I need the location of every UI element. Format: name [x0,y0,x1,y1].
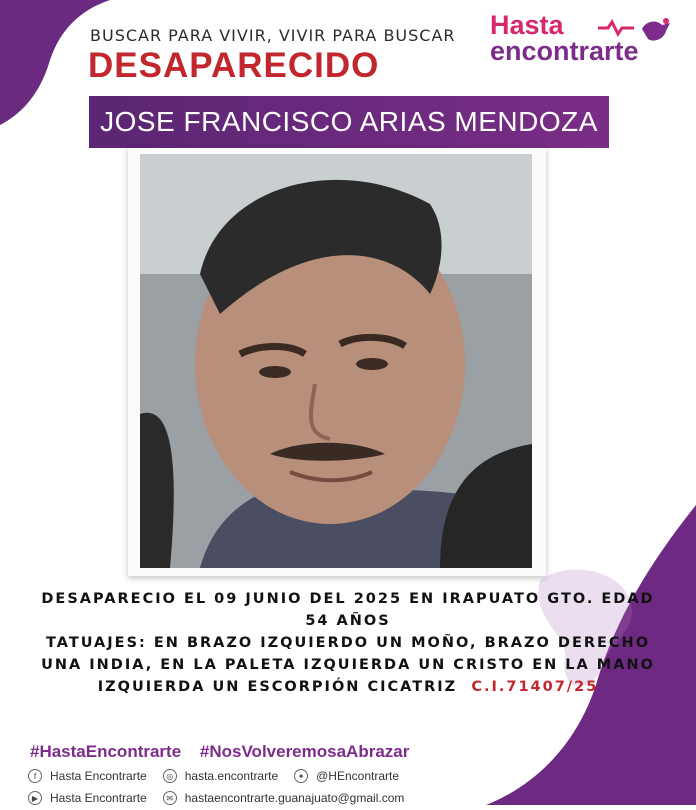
person-name: JOSE FRANCISCO ARIAS MENDOZA [100,106,598,137]
contact-list [28,766,420,810]
logo-check-icon [596,18,636,38]
description-line-5 [20,676,676,698]
logo-line-2: encontrarte [490,36,639,66]
hashtags [30,742,423,762]
description [20,588,676,698]
photo-frame [128,148,546,576]
person-photo [140,154,532,568]
email-label: hastaencontrarte.guanajuato@gmail.com [184,791,405,805]
description-line-4: UNA INDIA, EN LA PALETA IZQUIERDA UN CRISTO EN LA MANO [41,657,655,673]
description-line-1: DESAPARECIO EL 09 JUNIO DEL 2025 EN IRAPUATO GTO. EDAD [41,591,655,607]
twitter-contact[interactable] [294,769,399,783]
email-contact[interactable] [163,791,405,805]
twitter-icon: ✦ [294,769,308,783]
instagram-label: hasta.encontrarte [184,769,279,783]
youtube-icon: ▶ [28,791,42,805]
instagram-contact[interactable] [163,769,278,783]
youtube-label: Hasta Encontrarte [50,791,147,805]
facebook-icon: f [28,769,42,783]
youtube-contact[interactable] [28,791,147,805]
tagline: BUSCAR PARA VIVIR, VIVIR PARA BUSCAR [90,26,456,45]
instagram-icon: ◎ [163,769,177,783]
contact-row-2 [28,788,420,808]
logo [488,10,678,70]
status-title: DESAPARECIDO [88,46,380,85]
case-reference: C.I.71407/25 [471,679,599,695]
name-banner [89,96,609,148]
email-icon: ✉ [163,791,177,805]
contact-row-1 [28,766,420,786]
description-line-3: TATUAJES: EN BRAZO IZQUIERDO UN MOÑO, BRAZO DERECHO [45,635,651,651]
description-line-2: 54 AÑOS [305,613,391,629]
logo-line-1: Hasta [490,10,564,40]
twitter-label: @HEncontrarte [316,769,400,783]
description-line-5-text: IZQUIERDA UN ESCORPIÓN CICATRIZ [97,679,458,695]
logo-hand-icon [638,15,674,49]
facebook-contact[interactable] [28,769,147,783]
hashtag-hasta-encontrarte[interactable]: #HastaEncontrarte [30,742,182,761]
hashtag-nos-volveremos[interactable]: #NosVolveremosaAbrazar [199,742,410,761]
facebook-label: Hasta Encontrarte [50,769,147,783]
